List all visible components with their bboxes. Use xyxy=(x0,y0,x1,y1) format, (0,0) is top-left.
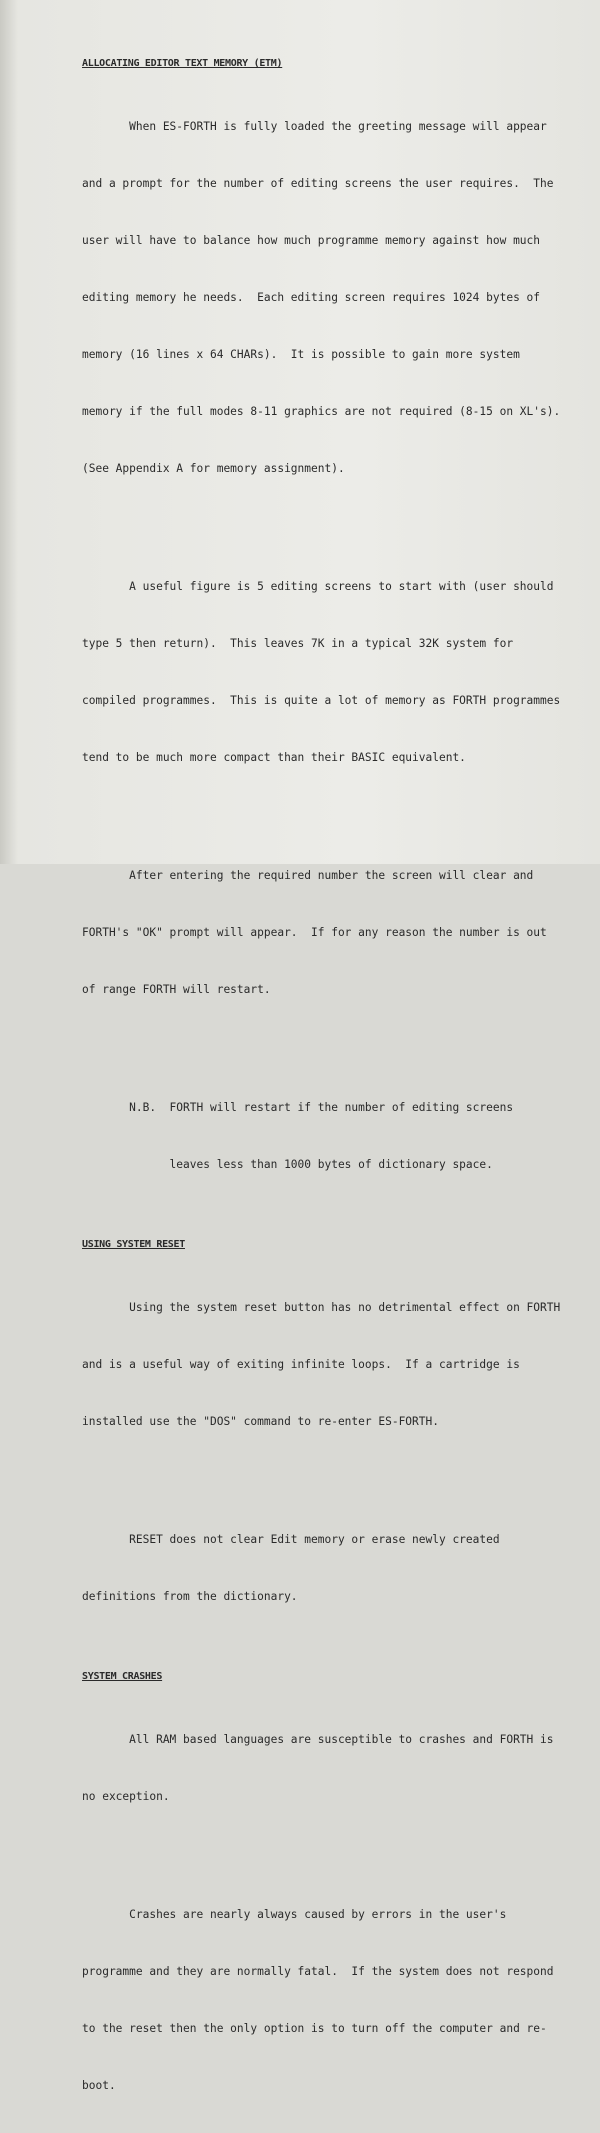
text-line: Crashes are nearly always caused by errors in the user's xyxy=(82,1908,507,1921)
text-line: Using the system reset button has no detrimental effect on FORTH xyxy=(82,1301,561,1314)
text-line: installed use the "DOS" command to re-enter ES-FORTH. xyxy=(82,1415,439,1428)
section-heading: SYSTEM CRASHES xyxy=(82,1671,163,1682)
paragraph xyxy=(82,1692,554,1844)
text-line: When ES-FORTH is fully loaded the greeting message will appear xyxy=(82,120,547,133)
paragraph xyxy=(82,828,547,1037)
text-line: FORTH's "OK" prompt will appear. If for any reason the number is out xyxy=(82,926,547,939)
text-line: type 5 then return). This leaves 7K in a typical 32K system for xyxy=(82,637,514,650)
section-allocating-editor-text-memory xyxy=(82,54,561,1212)
text-line: and is a useful way of exiting infinite loops. If a cartridge is xyxy=(82,1358,520,1371)
paragraph xyxy=(82,1867,554,2133)
text-line: no exception. xyxy=(82,1790,170,1803)
text-line: After entering the required number the screen will clear and xyxy=(82,869,534,882)
section-using-system-reset xyxy=(82,1235,561,1644)
text-line: memory if the full modes 8-11 graphics are not required (8-15 on XL's). xyxy=(82,405,561,418)
text-line: (See Appendix A for memory assignment). xyxy=(82,462,345,475)
text-line: definitions from the dictionary. xyxy=(82,1590,298,1603)
nota-bene-note xyxy=(82,1060,540,1212)
text-line: programme and they are normally fatal. If the system does not respond xyxy=(82,1965,554,1978)
text-line: of range FORTH will restart. xyxy=(82,983,271,996)
paragraph xyxy=(82,79,561,516)
paragraph xyxy=(82,1492,540,1644)
section-heading: ALLOCATING EDITOR TEXT MEMORY (ETM) xyxy=(82,58,283,69)
text-line: and a prompt for the number of editing screens the user requires. The xyxy=(82,177,554,190)
text-line: boot. xyxy=(82,2079,116,2092)
text-line: A useful figure is 5 editing screens to start with (user should xyxy=(82,580,554,593)
text-line: to the reset then the only option is to turn off the computer and re- xyxy=(82,2022,547,2035)
section-heading: USING SYSTEM RESET xyxy=(82,1239,185,1250)
text-line: editing memory he needs. Each editing screen requires 1024 bytes of xyxy=(82,291,541,304)
text-line: leaves less than 1000 bytes of dictionary space. xyxy=(82,1158,493,1171)
text-line: compiled programmes. This is quite a lot of memory as FORTH programmes xyxy=(82,694,561,707)
text-line: tend to be much more compact than their BASIC equivalent. xyxy=(82,751,466,764)
paragraph xyxy=(82,539,561,805)
text-line: All RAM based languages are susceptible to crashes and FORTH is xyxy=(82,1733,554,1746)
text-line: RESET does not clear Edit memory or erase newly created xyxy=(82,1533,500,1546)
text-line: memory (16 lines x 64 CHARs). It is possible to gain more system xyxy=(82,348,520,361)
section-system-crashes xyxy=(82,1667,554,2133)
paragraph xyxy=(82,1260,561,1469)
text-line: N.B. FORTH will restart if the number of editing screens xyxy=(82,1101,514,1114)
text-line: user will have to balance how much programme memory against how much xyxy=(82,234,541,247)
